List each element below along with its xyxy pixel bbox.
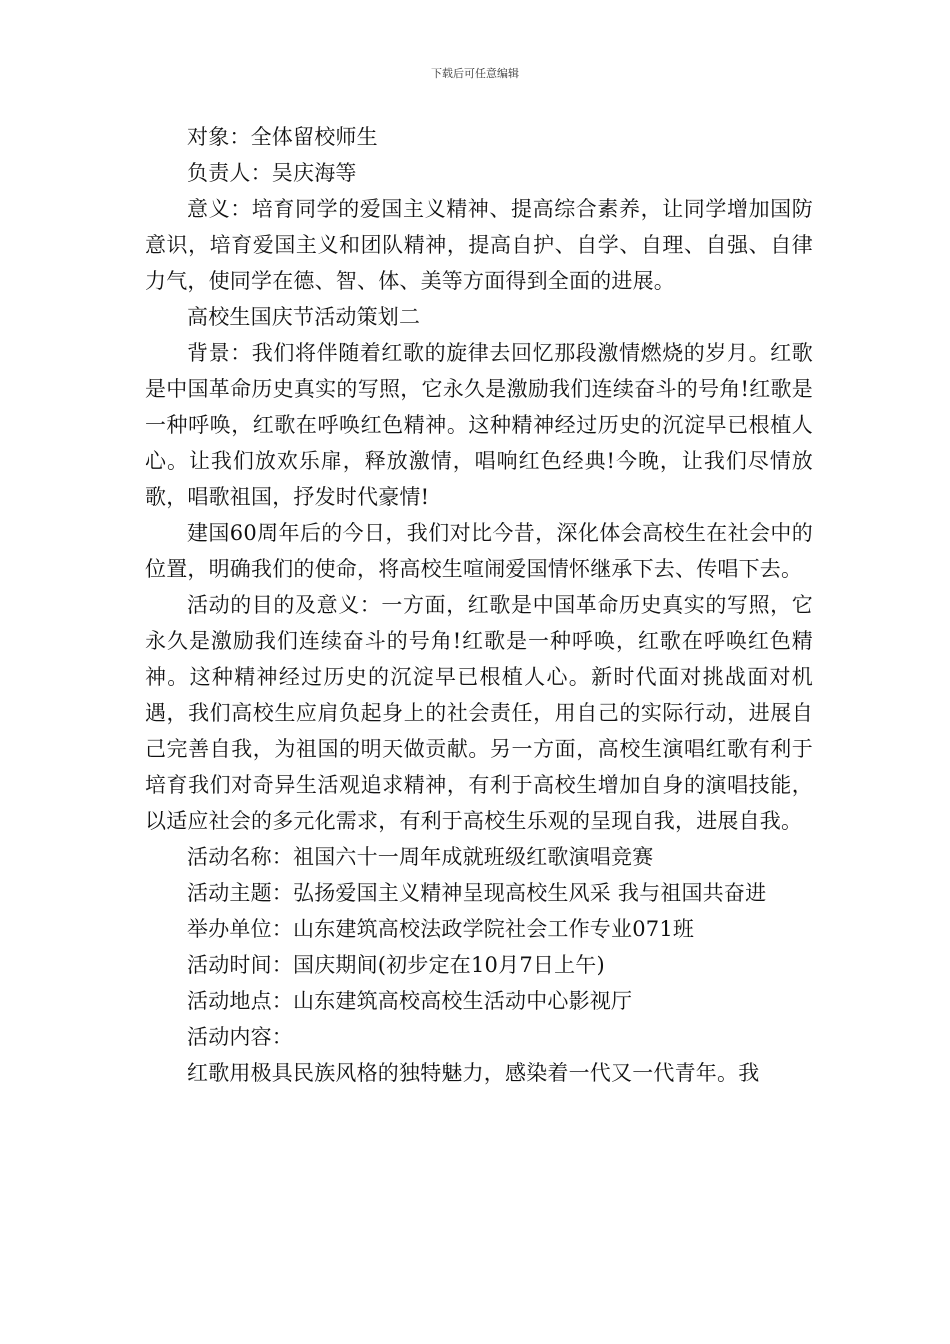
document-body [145, 119, 813, 1091]
paragraph-activity-content-label: 活动内容： [187, 1025, 293, 1049]
paragraph-activity-name: 活动名称：祖国六十一周年成就班级红歌演唱竞赛 [187, 845, 654, 869]
page-header-note: 下载后可任意编辑 [431, 67, 519, 80]
paragraph-activity-time: 活动时间：国庆期间(初步定在10月7日上午) [187, 953, 605, 977]
paragraph-anniversary: 建国60周年后的今日，我们对比今昔，深化体会高校生在社会中的位置，明确我们的使命，将高校生喧闹爱国情怀继承下去、传唱下去。 [145, 521, 813, 581]
paragraph-activity-location: 活动地点：山东建筑高校高校生活动中心影视厅 [187, 989, 633, 1013]
section-heading-plan-two: 高校生国庆节活动策划二 [187, 305, 421, 329]
paragraph-background: 背景：我们将伴随着红歌的旋律去回忆那段激情燃烧的岁月。红歌是中国革命历史真实的写照，它永久是激励我们连续奋斗的号角!红歌是一种呼唤，红歌在呼唤红色精神。这种精神经过历史的沉淀早已根植人心。让我们放欢乐扉，释放激情，唱响红色经典!今晚，让我们尽情放歌，唱歌祖国，抒发时代豪情! [145, 341, 813, 509]
paragraph-audience: 对象：全体留校师生 [187, 125, 378, 149]
paragraph-activity-content-text: 红歌用极具民族风格的独特魅力，感染着一代又一代青年。我 [187, 1061, 760, 1085]
paragraph-significance: 意义：培育同学的爱国主义精神、提高综合素养，让同学增加国防意识，培育爱国主义和团队精神，提高自护、自学、自理、自强、自律力气，使同学在德、智、体、美等方面得到全面的进展。 [145, 197, 813, 293]
paragraph-person-in-charge: 负责人：吴庆海等 [187, 161, 357, 185]
paragraph-activity-theme: 活动主题：弘扬爱国主义精神呈现高校生风采 我与祖国共奋进 [187, 881, 767, 905]
paragraph-organizer: 举办单位：山东建筑高校法政学院社会工作专业071班 [187, 917, 695, 941]
paragraph-purpose: 活动的目的及意义：一方面，红歌是中国革命历史真实的写照，它永久是激励我们连续奋斗的号角!红歌是一种呼唤，红歌在呼唤红色精神。这种精神经过历史的沉淀早已根植人心。新时代面对挑战面对机遇，我们高校生应肩负起身上的社会责任，用自己的实际行动，进展自己完善自我，为祖国的明天做贡献。另一方面，高校生演唱红歌有利于培育我们对奇异生活观追求精神，有利于高校生增加自身的演唱技能，以适应社会的多元化需求，有利于高校生乐观的呈现自我，进展自我。 [145, 593, 813, 833]
